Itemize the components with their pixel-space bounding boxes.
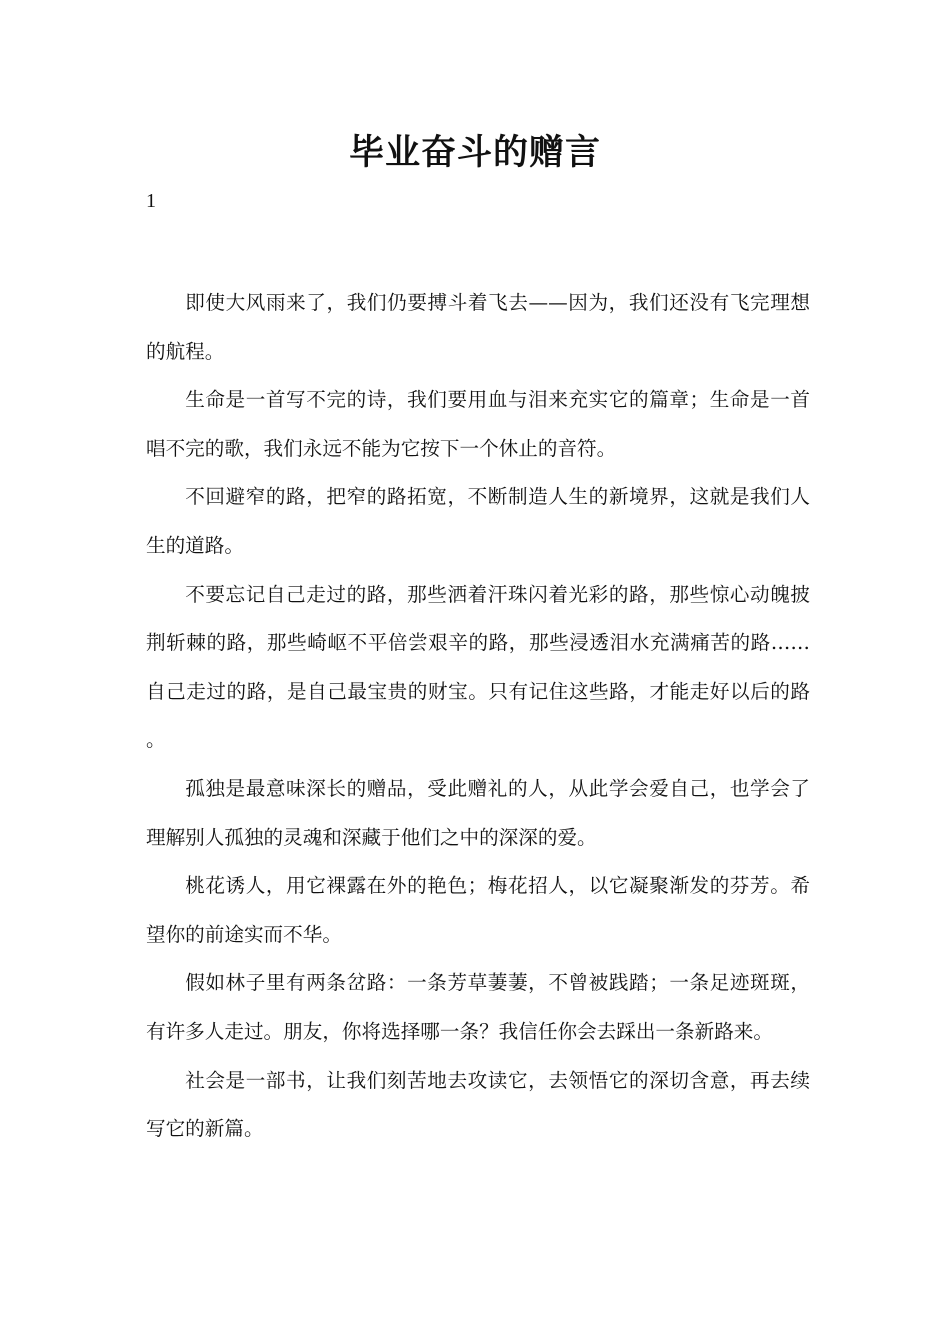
paragraph: 孤独是最意味深长的赠品，受此赠礼的人，从此学会爱自己，也学会了理解别人孤独的灵魂和深藏于他们之中的深深的爱。 [146,776,810,849]
section-number: 1 [146,190,156,212]
paragraph: 即使大风雨来了，我们仍要搏斗着飞去——因为，我们还没有飞完理想的航程。 [146,291,810,363]
paragraph: 社会是一部书，让我们刻苦地去攻读它，去领悟它的深切含意，再去续写它的新篇。 [146,1068,810,1141]
paragraph: 生命是一首写不完的诗，我们要用血与泪来充实它的篇章；生命是一首唱不完的歌，我们永远不能为它按下一个休止的音符。 [146,388,810,460]
paragraph: 桃花诱人，用它裸露在外的艳色；梅花招人，以它凝聚渐发的芬芳。希望你的前途实而不华。 [146,874,810,946]
document-title: 毕业奋斗的赠言 [348,133,601,173]
document-body [146,279,810,1154]
paragraph: 不回避窄的路，把窄的路拓宽，不断制造人生的新境界，这就是我们人生的道路。 [146,485,810,557]
paragraph: 不要忘记自己走过的路，那些洒着汗珠闪着光彩的路，那些惊心动魄披荆斩棘的路，那些崎岖不平倍尝艰辛的路，那些浸透泪水充满痛苦的路……自己走过的路，是自己最宝贵的财宝。只有记住这些路，才能走好以后的路。 [146,582,810,752]
paragraph: 假如林子里有两条岔路：一条芳草萋萋，不曾被践踏；一条足迹斑斑，有许多人走过。朋友，你将选择哪一条？我信任你会去踩出一条新路来。 [146,971,810,1043]
